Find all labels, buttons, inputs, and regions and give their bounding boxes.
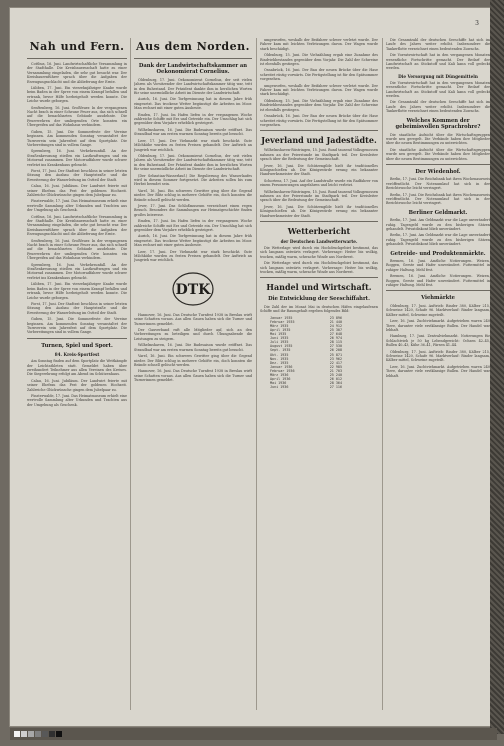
table-cell-month: April 1935 — [270, 327, 291, 332]
table-cell-value: 25 240 — [329, 372, 342, 377]
article-text: Leer, 16. Juni. Zuchtviehmarkt. Aufgetrieben waren 240 Tiere, darunter viele erstklassige Bullen. Der Handel war lebhaft. — [386, 319, 490, 332]
article-text: Oldenburg, 17. Juni. Oekonomierat Cornelius, der seit vielen Jahren als Vorsitzender der Landwirtschaftskammer tätig war, tritt in den Ruhestand. Der Präsident dankte ihm in herzlichen Worten für seine unermüdliche Arbeit im Dienste der Landwirtschaft. — [134, 153, 252, 172]
table-cell-value: 27 116 — [329, 385, 342, 390]
table-cell-value: 21 703 — [329, 368, 342, 373]
table-cell-value: 28 364 — [329, 381, 342, 386]
logo-text: DTK — [175, 281, 211, 298]
table-cell-month: Juni 1936 — [270, 385, 289, 390]
article-text: (Der Sebastian-Wasserlauf.) Die Regulierung des Wasserlaufes wird in diesem Sommer fortgesetzt. Die Arbeiten sollen bis zum Herbst beendet sein. — [134, 173, 252, 187]
sport-section-title: Turnen, Spiel und Sport. — [41, 342, 113, 349]
newspaper-page — [10, 8, 497, 726]
article-text: umgeworfen, weshalb der Beifahrer schwer verletzt wurde. Der Fahrer kam mit leichten Verletzungen davon. Der Wagen wurde stark beschädigt. — [260, 83, 378, 97]
article-text: Calau, 16. Juni. Jubiläum. Der Landwirt feierte mit seiner Ehefrau das Fest der goldenen Hochzeit. Zahlreiche Glückwünsche gingen dem Jubelpaar zu. — [27, 378, 127, 392]
headline-nah-und-fern: Nah und Fern. — [29, 40, 125, 53]
article-text: Guben, 15. Juni. Die Sommerfeste der Vereine beginnen. Am kommenden Sonntag veranstaltet der Turnverein sein Jahresfest auf dem Sportplatz. Die Vorbereitungen sind in vollem Gange. — [27, 129, 127, 147]
article-text: Cottbus, 16. Juni. Landwirtschaftliche Versammlung in der Stadthalle. Die Kreisbauernschaft hatte zu einer Versammlung eingeladen, die sehr gut besucht war. Der Kreisbauernführer sprach über die Aufgaben der Erzeugungsschlacht und die Ablieferung der Ernte. — [27, 214, 127, 237]
article-text: Leer, 16. Juni. Zuchtviehmarkt. Aufgetrieben waren 240 Tiere, darunter viele erstklassige Bullen. Der Handel war lebhaft. — [386, 364, 490, 378]
article-text: Die Wetterlage wird durch ein Hochdruckgebiet bestimmt, das sich langsam ostwärts verlagert. Vorhersage: Heiter bis wolkig, trocken, mäßig warm, schwache Winde aus Nordwest. — [260, 246, 378, 259]
section-title-weather: Wetterbericht — [287, 226, 351, 236]
table-cell-value: 28 115 — [329, 340, 342, 345]
article-title: Welches Kommen der gebeimisvollen Sprachrohre? — [395, 117, 481, 131]
article-title: Die Versorgung mit Düngemitteln — [398, 73, 478, 79]
column-markets — [386, 38, 490, 710]
section-title: Berliner Geldmarkt. — [408, 209, 468, 216]
article-text: Hannover, 16. Juni. Das Deutsche Turnfest 1938 in Breslau wirft seine Schatten voraus. Aus allen Gauen haben sich die Turner und Turnerinnen gemeldet. — [134, 312, 252, 326]
column-regional-economy — [260, 38, 378, 710]
article-text: Die Wetterlage wird durch ein Hochdruckgebiet bestimmt, das sich langsam ostwärts verlagert. Vorhersage: Heiter bis wolkig, trocken, mäßig warm, schwache Winde aus Nordwest. — [260, 261, 378, 275]
table-cell-month: Sept. 1935 — [270, 348, 291, 353]
table-cell-value: 21 440 — [329, 319, 342, 324]
article-text: Hannover, 16. Juni. Das Deutsche Turnfest 1938 in Breslau wirft seine Schatten voraus. Aus allen Gauen haben sich die Turner und Turnerinnen gemeldet. — [134, 369, 252, 383]
article-text: Die Vorratswirtschaft hat in den vergangenen Monaten wesentliche Fortschritte gemacht. Der Bedarf der Landwirtschaft an Stickstoff und Kali kann voll gedeckt werden. — [386, 80, 490, 99]
table-cell-month: Januar 1936 — [270, 364, 293, 369]
page-number: 3 — [475, 20, 479, 27]
table-row — [270, 385, 342, 389]
article-text: Die Zahl der im Monat Mai in deutschen Häfen eingelaufenen Schiffe und ihr Raumgehalt ergeben folgendes Bild: — [260, 304, 378, 314]
article-text: Senftenberg, 16. Juni. Großfeuer. In der vergangenen Nacht brach in einer Scheune Feuer aus, das sich schnell auf die benachbarten Gebäude ausdehnte. Die Feuerwehren der umliegenden Orte konnten ein Übergreifen auf das Wohnhaus verhindern. — [27, 238, 127, 261]
color-calibration-scale — [14, 731, 63, 737]
article-text: Bremen, 16. Juni. Amtliche Notierungen. Weizen, Roggen, Gerste und Hafer unverändert. Futtermittel in ruhiger Haltung. Mehl fest. — [386, 274, 490, 288]
article-text: Berlin, 17. Juni. Die Reichsbank hat ihren Wochenausweis veröffentlicht. Der Notenumlauf hat sich in der Berichtswoche leicht verringert. — [386, 177, 490, 191]
dtk-emblem-icon — [170, 269, 216, 309]
table-cell-value: 26 974 — [329, 336, 342, 341]
article-text: Emden, 17. Juni. Im Hafen liefen in der vergangenen Woche zahlreiche Schiffe mit Erz und Getreide ein. Der Umschlag hat sich gegenüber dem Vorjahre erheblich gesteigert. — [134, 219, 252, 232]
table-cell-month: April 1936 — [270, 377, 291, 382]
table-cell-month: Februar 1936 — [270, 368, 295, 373]
scale-swatch — [21, 731, 27, 737]
article-text: Guben, 15. Juni. Die Sommerfeste der Vereine beginnen. Am kommenden Sonntag veranstaltet der Turnverein sein Jahresfest auf dem Sportplatz. Die Vorbereitungen sind in vollem Gange. — [27, 317, 127, 335]
article-text: Die staatliche Aufsicht über die Wirtschaftsgruppen wurde neu geregelt. Die Verbände haben ihre Mitglieder über die neuen Bestimmungen zu unterrichten. — [386, 132, 490, 146]
article-text: Die Gesamtzahl der deutschen Seeschiffe hat sich im Laufe des Jahres weiter erhöht. Insbesondere die Tankerflotte verzeichnet einen bedeutenden Zuwachs. — [386, 100, 490, 114]
article-text: Am Sonntag finden auf dem Sportplatz die Wettkämpfe der Leichtathleten statt. Gemeldet haben über zweihundert Teilnehmer aus allen Vereinen des Kreises. Die Siegerehrung erfolgt am Abend im Schützenhaus. — [27, 359, 127, 377]
article-text: Senftenberg, 16. Juni. Großfeuer. In der vergangenen Nacht brach in einer Scheune Feuer aus, das sich schnell auf die benachbarten Gebäude ausdehnte. Die Feuerwehren der umliegenden Orte konnten ein Übergreifen auf das Wohnhaus verhindern. — [27, 105, 127, 128]
divider — [260, 221, 378, 222]
divider — [27, 58, 127, 59]
scale-swatch — [49, 731, 55, 737]
article-text: Die staatliche Aufsicht über die Wirtschaftsgruppen wurde neu geregelt. Die Verbände haben ihre Mitglieder über die neuen Bestimmungen zu unterrichten. — [386, 147, 490, 161]
article-text: Spremberg, 16. Juni. Verkehrsunfall. An der Straßenkreuzung stießen ein Lastkraftwagen und ein Motorrad zusammen. Der Motorradfahrer wurde schwer verletzt ins Krankenhaus gebracht. — [27, 262, 127, 280]
table-cell-month: August 1935 — [270, 344, 293, 349]
article-text: Varel, 16. Juni. Ein schweres Gewitter ging über die Gegend nieder. Der Blitz schlug in mehrere Gehöfte ein, doch konnten die Brände schnell gelöscht werden. — [134, 354, 252, 367]
article-text: Berlin, 17. Juni. Am Geldmarkt war die Lage unverändert ruhig. Tagesgeld wurde zu den bisherigen Sätzen gehandelt. Privatdiskont blieb unverändert. — [386, 218, 490, 231]
table-cell-month: Okt. 1935 — [270, 352, 289, 357]
table-cell-value: 26 012 — [329, 377, 342, 382]
article-text: Wilhelmshaven, 16. Juni. Die Badesaison wurde eröffnet. Das Strandbad war am ersten warmen Sonntag bereits gut besucht. — [134, 127, 252, 137]
column-local-news — [27, 38, 127, 710]
divider — [386, 290, 490, 291]
table-cell-month: Februar 1935 — [270, 319, 295, 324]
article-text: Aurich, 16. Juni. Die Torfgewinnung hat in diesem Jahre früh eingesetzt. Das trockene Wetter begünstigt die Arbeiten im Moor. Man rechnet mit einer guten Ausbeute. — [134, 97, 252, 111]
article-text: Osnabrück, 16. Juni. Der Bau der neuen Brücke über die Hase schreitet rüstig vorwärts. Die Fertigstellung ist für den Spätsommer vorgesehen. — [260, 68, 378, 82]
section-title: Viehmärkte — [421, 295, 455, 302]
table-cell-month: Juni 1935 — [270, 336, 289, 341]
table-cell-value: 25 307 — [329, 327, 342, 332]
article-text: Wilhelmshaven-Rüstringen, 15. Juni. Rund tausend Volksgenossen nahmen an der Feierstunde im Stadtpark teil. Der Kreisleiter sprach über die Bedeutung der Gemeinschaft. — [260, 189, 378, 203]
article-text: Bremen, 16. Juni. Amtliche Notierungen. Weizen, Roggen, Gerste und Hafer unverändert. Futtermittel in ruhiger Haltung. Mehl fest. — [386, 259, 490, 272]
section-title-jeverland: Jeverland und Jadestädte. — [261, 135, 377, 146]
article-text: Jever, 16. Juni. Die Schützengilde hielt ihr traditionelles Königsschießen ab. Die Königswürde errang ein bekannter Handwerksmeister der Stadt. — [260, 204, 378, 218]
article-text: Der Gauverband ruft alle Mitglieder auf, sich an den Vorbereitungen zu beteiligen und durch Übungsabende die Leistungen zu steigern. — [134, 328, 252, 341]
shipping-statistics-table — [270, 316, 378, 390]
divider — [386, 164, 490, 165]
weather-subtitle: der Deutschen Landwetterwarte. — [280, 239, 358, 244]
scan-edge-hatching — [490, 0, 504, 734]
section-title-trade: Handel und Wirtschaft. — [266, 282, 372, 293]
table-cell-month: Dez. 1935 — [270, 360, 289, 365]
scale-swatch — [56, 731, 62, 737]
article-text: Oldenburg, 17. Juni. Auftrieb: Rinder 380, Kälber 215, Schweine 1420, Schafe 96. Marktverlauf: Rinder langsam, Kälber mittel, Schweine zugeteilt. — [386, 349, 490, 363]
scale-swatch — [28, 731, 34, 737]
article-text: Varel, 16. Juni. Ein schweres Gewitter ging über die Gegend nieder. Der Blitz schlug in mehrere Gehöfte ein, doch konnten die Brände schnell gelöscht werden. — [134, 188, 252, 202]
article-text: Oldenburg, 15. Juni. Die Viehzählung ergab eine Zunahme des Rindviehbestandes gegenüber dem Vorjahr. Die Zahl der Schweine ist ebenfalls gestiegen. — [260, 98, 378, 112]
article-text: Emden, 17. Juni. Im Hafen liefen in der vergangenen Woche zahlreiche Schiffe mit Erz und Getreide ein. Der Umschlag hat sich gegenüber dem Vorjahre erheblich gesteigert. — [134, 112, 252, 126]
article-text: Schortens, 17. Juni. Auf der Landstraße wurde ein Radfahrer von einem Personenwagen angefahren und leicht verletzt. — [260, 178, 378, 188]
article-text: Forst, 17. Juni. Der Stadtrat beschloss in seiner letzten Sitzung den Ausbau der Hauptstraße und die Erweiterung der Wasserleitung im Ostteil der Stadt. — [27, 168, 127, 182]
table-cell-value: 23 962 — [329, 356, 342, 361]
table-cell-value: 27 648 — [329, 332, 342, 337]
article-text: Hamburg, 17. Juni. Zentralviehmarkt. Notierungen für Schlachtvieh je 50 kg Lebendgewicht: Ochsen 42–45, Bullen 40–43, Kühe 36–41, Färsen 41–44. — [386, 334, 490, 348]
table-cell-month: Mai 1935 — [270, 332, 287, 337]
article-text: Lübben, 17. Juni. Ein vierzehnjähriger Knabe wurde beim Baden in der Spree von einem Krampf befallen und ertrank, bevor Hilfe herbeigeholt werden konnte. Die Leiche wurde geborgen. — [27, 86, 127, 104]
table-cell-month: März 1935 — [270, 323, 289, 328]
scale-swatch — [35, 731, 41, 737]
table-cell-month: Nov. 1935 — [270, 356, 289, 361]
article-text: Oldenburg, 15. Juni. Die Viehzählung ergab eine Zunahme des Rindviehbestandes gegenüber dem Vorjahr. Die Zahl der Schweine ist ebenfalls gestiegen. — [260, 53, 378, 67]
table-cell-month: März 1936 — [270, 372, 289, 377]
article-text: Leer, 17. Juni. Der Viehmarkt war stark beschickt. Gute Milchkühe wurden zu festen Preisen gehandelt. Der Auftrieb an Jungvieh war reichlich. — [134, 249, 252, 263]
table-cell-month: Juli 1935 — [270, 340, 289, 345]
scale-swatch — [14, 731, 20, 737]
table-cell-value: 22 417 — [329, 360, 342, 365]
column-rule — [382, 38, 383, 710]
headline-aus-dem-norden: Aus dem Norden. — [136, 40, 250, 53]
article-text: Calau, 16. Juni. Jubiläum. Der Landwirt feierte mit seiner Ehefrau das Fest der goldenen Hochzeit. Zahlreiche Glückwünsche gingen dem Jubelpaar zu. — [27, 184, 127, 197]
column-rule — [130, 38, 131, 710]
section-title: Der Wiedenhof. — [415, 168, 461, 175]
article-text: Berlin, 17. Juni. Die Reichsbank hat ihren Wochenausweis veröffentlicht. Der Notenumlauf hat sich in der Berichtswoche leicht verringert. — [386, 192, 490, 206]
article-text: Jever, 16. Juni. Die Schützengilde hielt ihr traditionelles Königsschießen ab. Die Königswürde errang ein bekannter Handwerksmeister der Stadt. — [260, 163, 378, 177]
article-text: Osnabrück, 16. Juni. Der Bau der neuen Brücke über die Hase schreitet rüstig vorwärts. Die Fertigstellung ist für den Spätsommer vorgesehen. — [260, 114, 378, 127]
article-text: Spremberg, 16. Juni. Verkehrsunfall. An der Straßenkreuzung stießen ein Lastkraftwagen und ein Motorrad zusammen. Der Motorradfahrer wurde schwer verletzt ins Krankenhaus gebracht. — [27, 149, 127, 167]
article-text: Wilhelmshaven, 16. Juni. Die Badesaison wurde eröffnet. Das Strandbad war am ersten warmen Sonntag bereits gut besucht. — [134, 343, 252, 352]
article-title: Dank der Landwirtschaftskammer an Oekonomierat Cornelius. — [138, 63, 248, 76]
scale-swatch — [42, 731, 48, 737]
divider — [134, 58, 252, 59]
divider — [260, 130, 378, 131]
article-text: Finsterwalde, 17. Juni. Das Heimatmuseum erhielt eine wertvolle Sammlung alter Urkunden und Trachten aus der Umgebung als Geschenk. — [27, 199, 127, 213]
article-text: Cottbus, 16. Juni. Landwirtschaftliche Versammlung in der Stadthalle. Die Kreisbauernschaft hatte zu einer Versammlung eingeladen, die sehr gut besucht war. Der Kreisbauernführer sprach über die Aufgaben der Erzeugungsschlacht und die Ablieferung der Ernte. — [27, 62, 127, 84]
sport-subtitle: 84. Kreis-Sportfest — [54, 352, 100, 358]
article-text: Lübben, 17. Juni. Ein vierzehnjähriger Knabe wurde beim Baden in der Spree von einem Krampf befallen und ertrank, bevor Hilfe herbeigeholt werden konnte. Die Leiche wurde geborgen. — [27, 282, 127, 300]
article-text: Forst, 17. Juni. Der Stadtrat beschloss in seiner letzten Sitzung den Ausbau der Hauptstraße und die Erweiterung der Wasserleitung im Ostteil der Stadt. — [27, 301, 127, 315]
logo-container — [134, 269, 252, 309]
article-text: Berlin, 17. Juni. Am Geldmarkt war die Lage unverändert ruhig. Tagesgeld wurde zu den bisherigen Sätzen gehandelt. Privatdiskont blieb unverändert. — [386, 233, 490, 247]
article-text: Wilhelmshaven-Rüstringen, 15. Juni. Rund tausend Volksgenossen nahmen an der Feierstunde im Stadtpark teil. Der Kreisleiter sprach über die Bedeutung der Gemeinschaft. — [260, 148, 378, 162]
article-text: Die Gesamtzahl der deutschen Seeschiffe hat sich im Laufe des Jahres weiter erhöht. Insbesondere die Tankerflotte verzeichnet einen bedeutenden Zuwachs. — [386, 38, 490, 51]
article-text: Oldenburg, 17. Juni. Oekonomierat Cornelius, der seit vielen Jahren als Vorsitzender der Landwirtschaftskammer tätig war, tritt in den Ruhestand. Der Präsident dankte ihm in herzlichen Worten für seine unermüdliche Arbeit im Dienste der Landwirtschaft. — [134, 77, 252, 96]
table-cell-value: 27 530 — [329, 344, 342, 349]
divider — [260, 277, 378, 278]
table-cell-month: Januar 1935 — [270, 315, 293, 320]
divider — [27, 338, 127, 339]
article-text: Leer, 17. Juni. Der Viehmarkt war stark beschickt. Gute Milchkühe wurden zu festen Preisen gehandelt. Der Auftrieb an Jungvieh war reichlich. — [134, 138, 252, 152]
article-title: Die Entwicklung der Seeschiffahrt. — [268, 296, 370, 303]
table-cell-value: 24 912 — [329, 323, 342, 328]
article-text: Jever, 17. Juni. Das Schloßmuseum verzeichnet einen regen Besuch. Besonders die Sammlungen zur Heimatgeschichte finden großes Interesse. — [134, 203, 252, 217]
article-text: Finsterwalde, 17. Juni. Das Heimatmuseum erhielt eine wertvolle Sammlung alter Urkunden und Trachten aus der Umgebung als Geschenk. — [27, 394, 127, 407]
section-title: Getreide- und Produktenmärkte. — [390, 250, 486, 257]
article-text: Aurich, 16. Juni. Die Torfgewinnung hat in diesem Jahre früh eingesetzt. Das trockene Wetter begünstigt die Arbeiten im Moor. Man rechnet mit einer guten Ausbeute. — [134, 234, 252, 248]
table-cell-value: 22 985 — [329, 364, 342, 369]
column-rule — [256, 38, 257, 710]
article-text: Die Vorratswirtschaft hat in den vergangenen Monaten wesentliche Fortschritte gemacht. Der Bedarf der Landwirtschaft an Stickstoff und Kali kann voll gedeckt werden. — [386, 53, 490, 71]
table-cell-value: 25 871 — [329, 352, 342, 357]
table-cell-month: Mai 1936 — [270, 381, 287, 386]
scan-color-bar — [10, 728, 497, 740]
article-text: umgeworfen, weshalb der Beifahrer schwer verletzt wurde. Der Fahrer kam mit leichten Verletzungen davon. Der Wagen wurde stark beschädigt. — [260, 38, 378, 51]
article-text: Oldenburg, 17. Juni. Auftrieb: Rinder 380, Kälber 215, Schweine 1420, Schafe 96. Marktverlauf: Rinder langsam, Kälber mittel, Schweine zugeteilt. — [386, 303, 490, 317]
column-north-news — [134, 38, 252, 710]
table-cell-value: 26 208 — [329, 348, 342, 353]
table-cell-value: 23 896 — [329, 315, 342, 320]
